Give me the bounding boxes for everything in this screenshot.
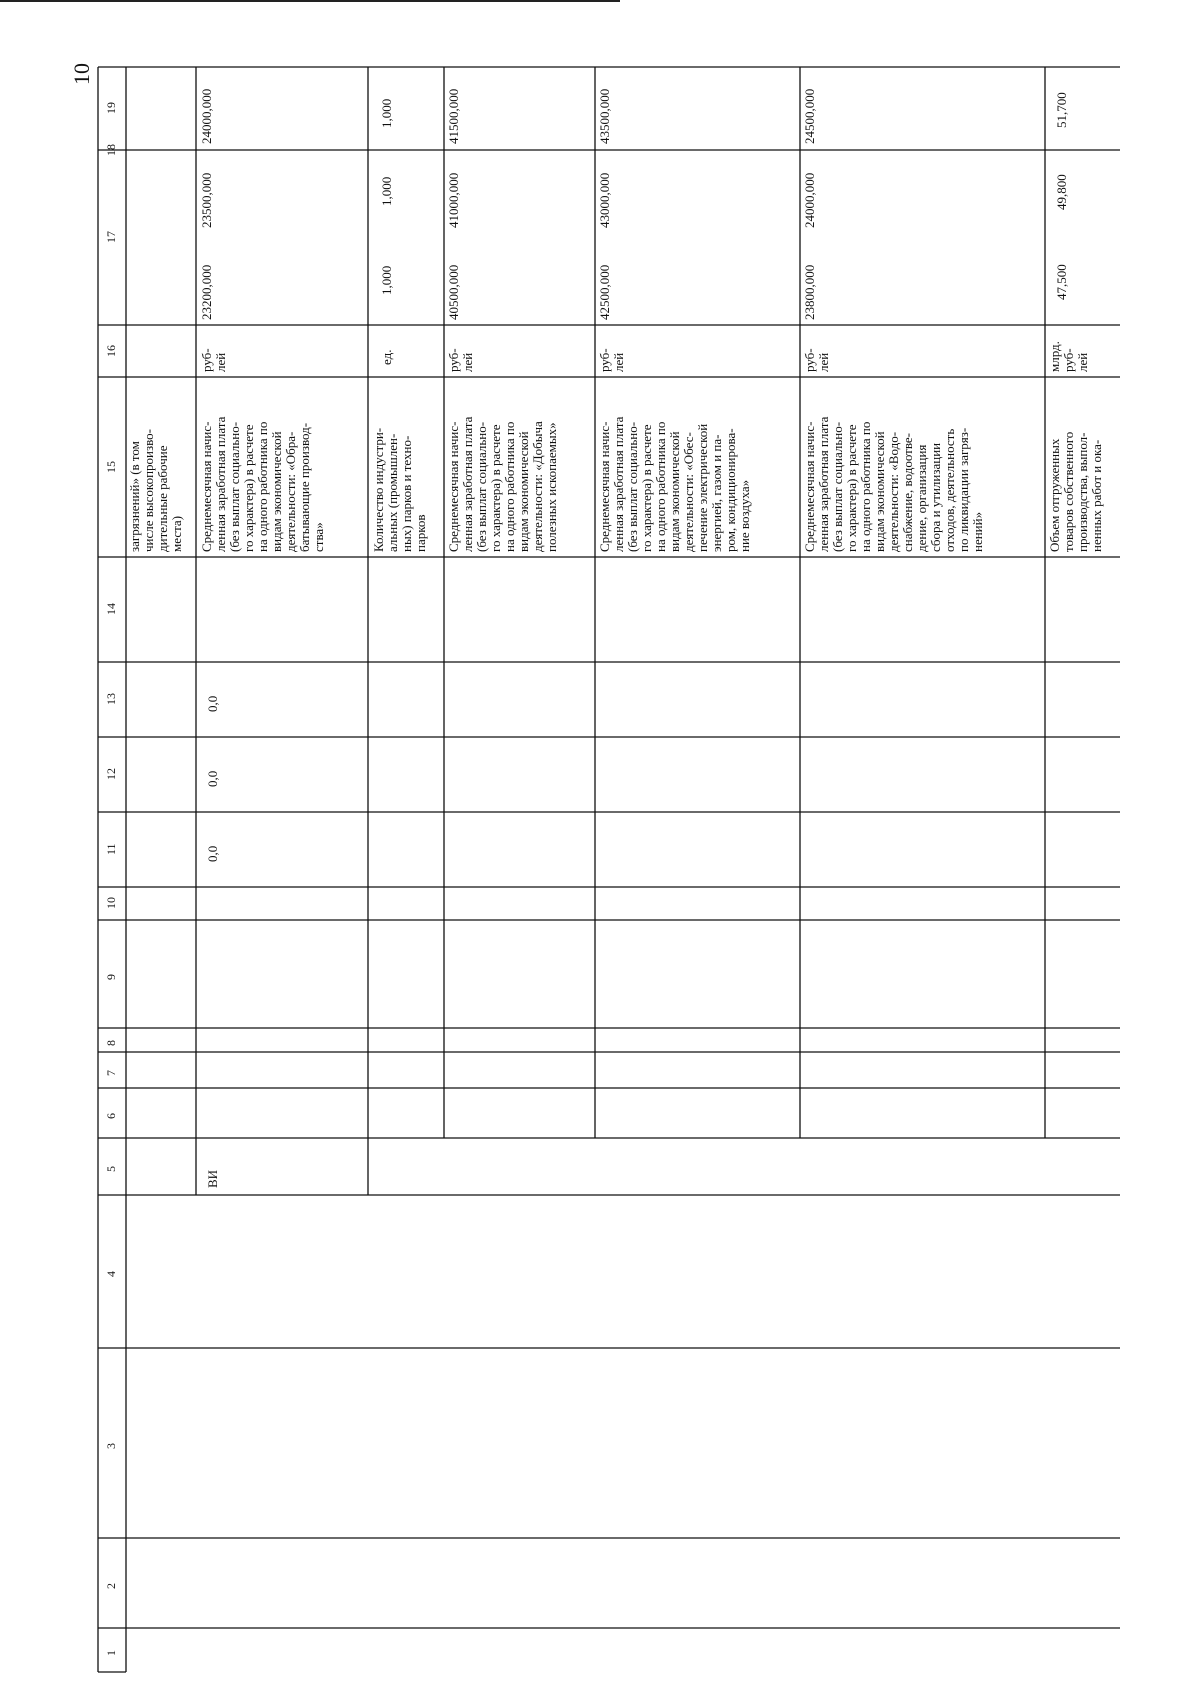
row-e-col17-value: 42500,000 [597,264,612,320]
column-number-label: 18 [104,144,118,156]
column-number-label: 4 [104,1271,118,1277]
column-number-label: 9 [104,974,118,980]
row-c-indicator-text: Количество индустри- альных (промышлен- ных) парков и техно- парков [371,427,428,552]
row-e-col19-value: 43500,000 [597,88,612,144]
row-c-unit: ед. [379,349,394,365]
row-f-col18-value: 24000,000 [802,172,817,228]
page-number: 10 [69,63,94,85]
column-number-label: 1 [104,1650,118,1656]
row-g-col18-value: 49,800 [1054,174,1069,210]
row-c-col18-value: 1,000 [379,176,394,206]
row-f-unit: руб- лей [802,348,831,372]
column-number-label: 8 [104,1040,118,1046]
row-d-col17-value: 40500,000 [446,264,461,320]
row-c-col17-value: 1,000 [379,265,394,295]
column-number-label: 16 [104,345,118,357]
row-b-col19-value: 24000,000 [199,88,214,144]
row-b-unit: руб- лей [199,348,228,372]
column-number-label: 19 [104,102,118,114]
row-d-unit: руб- лей [446,348,475,372]
row-b-col12-value: 0,0 [205,770,220,787]
row-d-col18-value: 41000,000 [446,172,461,228]
column-number-label: 13 [104,693,118,705]
row-b-col11-value: 0,0 [205,845,220,862]
row-d-indicator-text: Среднемесячная начис- ленная заработная плата (без выплат социально- го характера) в расчете на одного работника по видам экономической деятельности: «Добыча полезных ископаемых» [446,416,559,552]
column-number-label: 3 [104,1443,118,1449]
column-number-label: 7 [104,1070,118,1076]
row-f-col19-value: 24500,000 [802,88,817,144]
row-e-col18-value: 43000,000 [597,172,612,228]
row-a-indicator-text: загрязнений» (в том числе высокопроизво- дительные рабочие места) [127,429,184,552]
row-b-col5-value: ВИ [205,1169,220,1188]
row-g-unit: млрд. руб- лей [1047,341,1090,372]
row-b-col18-value: 23500,000 [199,172,214,228]
row-g-indicator-text: Объем отгруженных товаров собственного производства, выпол- ненных работ и ока- [1047,431,1104,552]
row-b-col13-value: 0,0 [205,695,220,712]
column-number-label: 14 [104,603,118,615]
column-number-label: 5 [104,1166,118,1172]
row-b-col17-value: 23200,000 [199,264,214,320]
row-c-col19-value: 1,000 [379,98,394,128]
row-b-indicator-text: Среднемесячная начис- ленная заработная плата (без выплат социально- го характера) в расчете на одного работника по видам экономической деятельности: «Обра- батывающие производ- ства» [199,416,326,552]
column-number-label: 11 [104,843,118,855]
column-number-label: 2 [104,1583,118,1589]
row-e-indicator-text: Среднемесячная начис- ленная заработная плата (без выплат социально- го характера) в расчете на одного работника по видам экономической деятельности: «Обес- печение электрической энергией, газом и па- ром, кондиционирова- ние воздуха» [597,416,752,552]
row-f-col17-value: 23800,000 [802,264,817,320]
column-number-label: 10 [104,897,118,909]
row-f-indicator-text: Среднемесячная начис- ленная заработная плата (без выплат социально- го характера) в расчете на одного работника по видам экономической деятельности: «Водо- снабжение, водоотве- дение, организация сбора и утилизации отходов, деятельность по ликвидации загряз- нений» [802,416,985,552]
column-number-label: 15 [104,461,118,473]
row-g-col19-value: 51,700 [1054,92,1069,128]
column-number-label: 12 [104,768,118,780]
column-number-label: 6 [104,1113,118,1119]
row-g-col17-value: 47,500 [1054,264,1069,300]
row-e-unit: руб- лей [597,348,626,372]
column-number-label: 17 [104,231,118,243]
row-d-col19-value: 41500,000 [446,88,461,144]
